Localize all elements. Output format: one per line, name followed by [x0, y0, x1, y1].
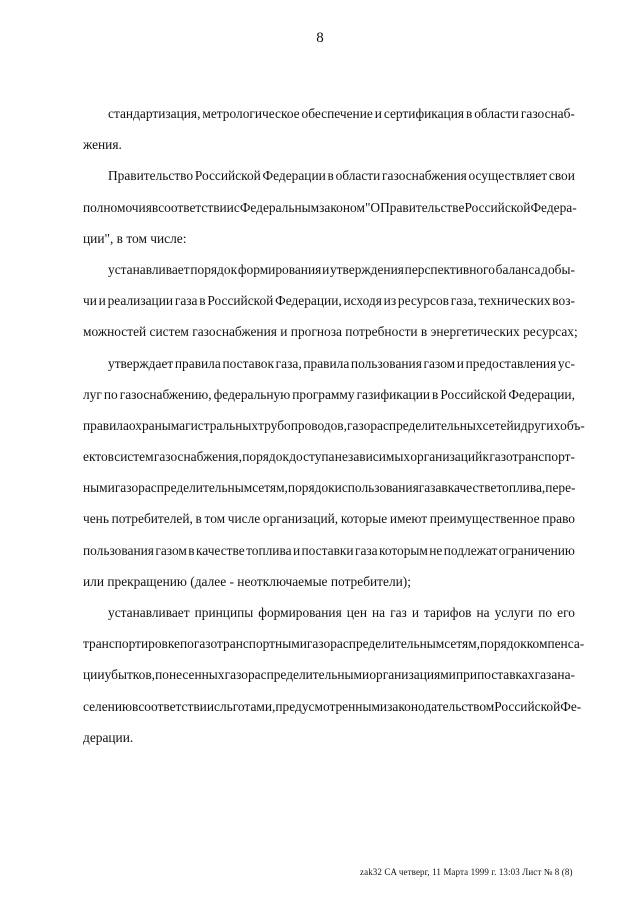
paragraph — [83, 597, 585, 753]
paragraph — [83, 348, 585, 598]
text-line: ным и газораспределительным сетям, порядок использования газа в качестве топлива, пере- — [83, 480, 576, 496]
paragraph — [83, 254, 578, 348]
text-line: утверждает правила поставок газа, правила пользования газом и предоставления ус- — [108, 355, 575, 371]
text-line: Правительство Российской Федерации в области газоснабжения осуществляет свои — [108, 168, 575, 184]
text-line: селению в соответствии с льготами, предусмотренными законодательством Российской Фе- — [83, 698, 582, 714]
text-line: ции", в том числе: — [83, 230, 187, 246]
paragraph — [83, 160, 575, 254]
text-line: транспортировке по газотранспортным и газораспределительным сетям, порядок компенса- — [83, 636, 585, 652]
text-line: пользования газом в качестве топлива и поставки газа которым не подлежат ограничению — [83, 542, 575, 558]
text-line: чи и реализации газа в Российской Федерации, исходя из ресурсов газа, технических воз- — [83, 293, 575, 309]
text-line: луг по газоснабжению, федеральную программу газификации в Российской Федерации, — [83, 386, 575, 402]
page-number: 8 — [316, 30, 324, 46]
document-body — [83, 98, 585, 753]
text-line: устанавливает принципы формирования цен на газ и тарифов на услуги по его — [108, 605, 575, 620]
text-line: устанавливает порядок формирования и утверждения перспективного баланса добы- — [108, 261, 575, 277]
text-line: правила охраны магистральных трубопроводов, газораспределительных сетей и других объ- — [83, 417, 585, 433]
text-line: стандартизация, метрологическое обеспечение и сертификация в области газоснаб- — [108, 106, 575, 121]
paragraph — [83, 98, 575, 160]
text-line: ектов систем газоснабжения, порядок доступа независимых организаций к газотранспорт- — [83, 449, 575, 465]
text-line: чень потребителей, в том числе организаций, которые имеют преимущественное право — [83, 511, 575, 527]
text-line: жения. — [83, 137, 122, 153]
page-footer: zak32 CA четверг, 11 Марта 1999 г. 13:03 Лист № 8 (8) — [360, 867, 573, 877]
text-line: ции убытков, понесенных газораспределительными организациями при поставках газа на- — [83, 667, 575, 683]
text-line: или прекращению (далее - неотключаемые потребители); — [83, 573, 411, 589]
text-line: дерации. — [83, 729, 134, 745]
text-line: полномочия в соответствии с Федеральным законом "О Правительстве Российской Федера- — [83, 199, 577, 215]
text-line: можностей систем газоснабжения и прогноза потребности в энергетических ресурсах; — [83, 324, 578, 340]
